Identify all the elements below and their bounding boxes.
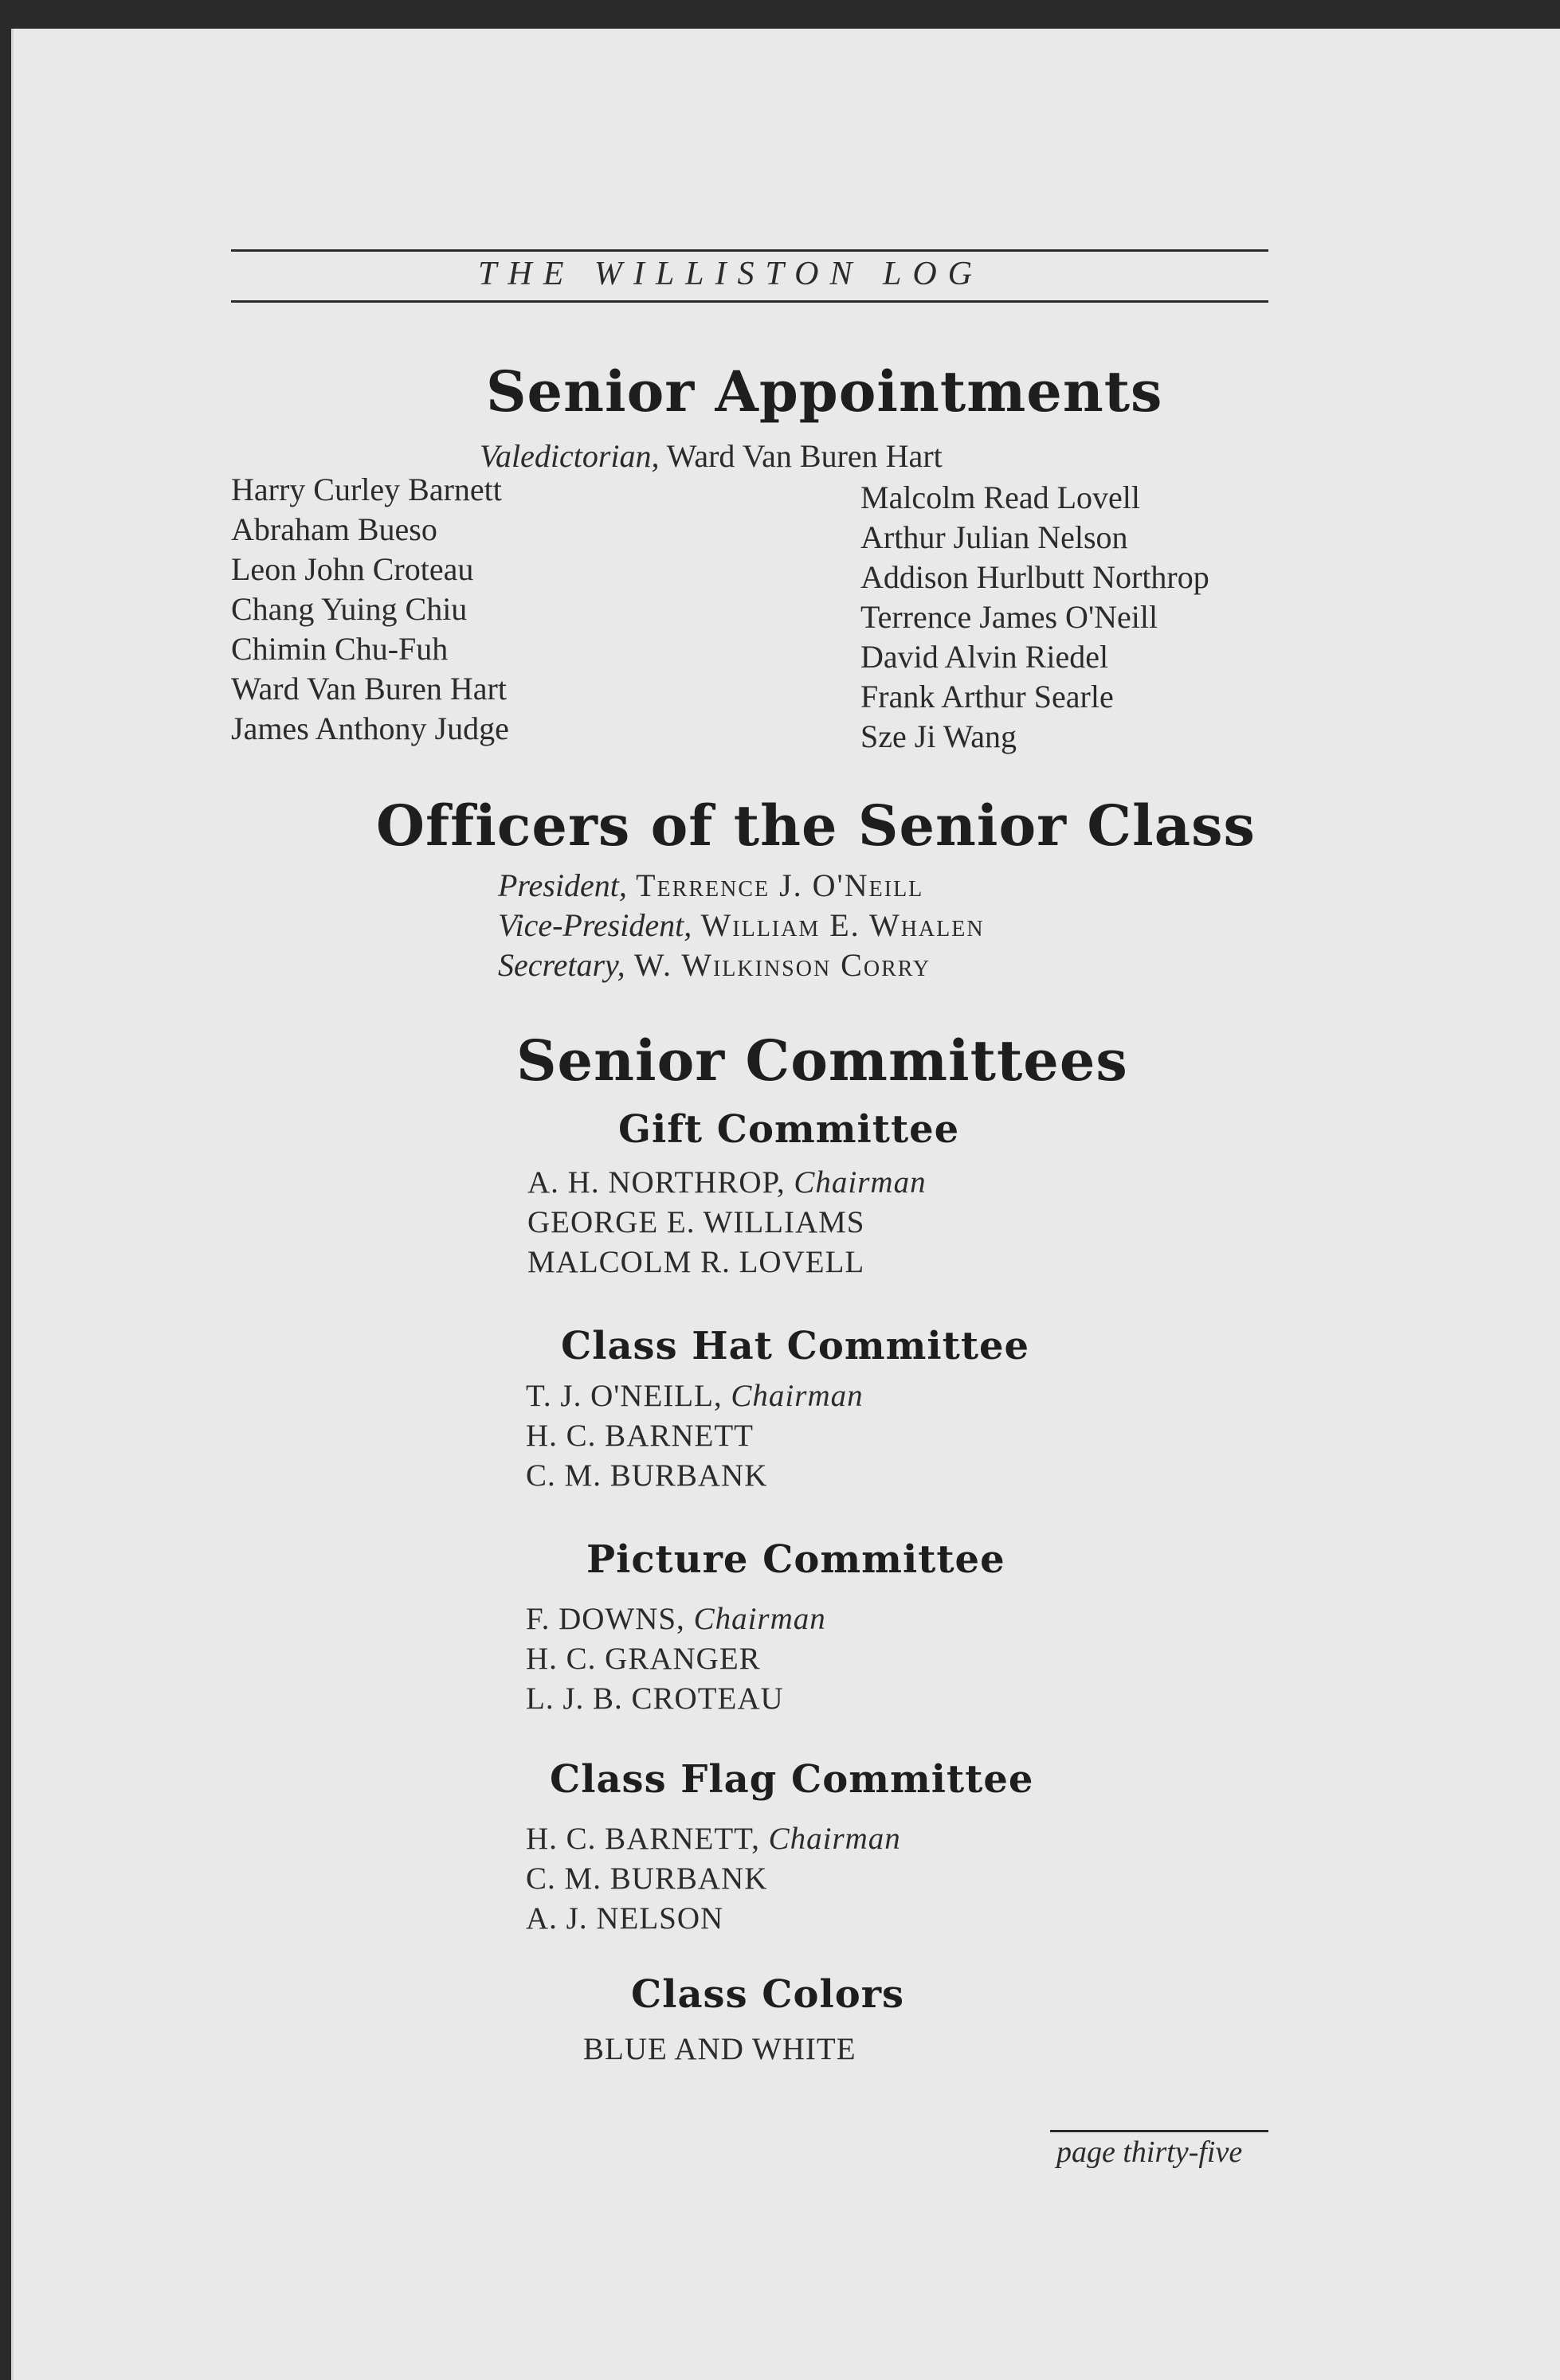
picture-committee-title: Picture Committee	[586, 1537, 1005, 1582]
header-rule-top	[231, 249, 1268, 252]
appointee-name: Ward Van Buren Hart	[231, 671, 507, 707]
appointments-right-column	[860, 478, 1209, 757]
appointee-name: Sze Ji Wang	[860, 718, 1017, 754]
appointee-name: Chimin Chu-Fuh	[231, 631, 449, 667]
committee-member: L. J. B. CROTEAU	[526, 1681, 784, 1716]
committee-member: A. J. NELSON	[526, 1901, 724, 1936]
hat-committee-members	[526, 1376, 864, 1496]
appointee-name: Abraham Bueso	[231, 511, 437, 547]
officer-row	[498, 906, 985, 945]
appointments-left-column	[231, 470, 509, 749]
appointee-name: Frank Arthur Searle	[860, 679, 1114, 714]
senior-appointments-title: Senior Appointments	[486, 358, 1163, 425]
appointee-name: Harry Curley Barnett	[231, 472, 502, 507]
page-number: page thirty-five	[1056, 2135, 1243, 2169]
valedictorian-name: Ward Van Buren Hart	[659, 438, 943, 474]
hat-committee-title: Class Hat Committee	[561, 1324, 1030, 1368]
officer-name: W. Wilkinson Corry	[625, 947, 931, 983]
committee-member: H. C. BARNETT	[526, 1419, 754, 1453]
valedictorian-line	[480, 436, 943, 476]
committee-member: C. M. BURBANK	[526, 1861, 768, 1896]
committee-chair: H. C. BARNETT, Chairman	[526, 1822, 901, 1856]
officer-row	[498, 866, 985, 906]
valedictorian-role: Valedictorian,	[480, 438, 660, 474]
committee-chair: T. J. O'NEILL, Chairman	[526, 1379, 864, 1413]
picture-committee-members	[526, 1599, 826, 1719]
officer-role: Secretary,	[498, 947, 625, 983]
appointee-name: Leon John Croteau	[231, 551, 474, 587]
appointee-name: Terrence James O'Neill	[860, 599, 1158, 635]
appointee-name: Malcolm Read Lovell	[860, 480, 1141, 515]
officer-row	[498, 945, 985, 985]
committee-member: C. M. BURBANK	[526, 1458, 768, 1493]
committee-member: GEORGE E. WILLIAMS	[527, 1205, 865, 1239]
class-colors-title: Class Colors	[631, 1972, 905, 2017]
officer-role: President,	[498, 867, 627, 903]
flag-committee-title: Class Flag Committee	[550, 1757, 1034, 1802]
appointee-name: Addison Hurlbutt Northrop	[860, 559, 1209, 595]
appointee-name: Chang Yuing Chiu	[231, 591, 468, 627]
committee-chair: A. H. NORTHROP, Chairman	[527, 1165, 927, 1200]
committee-member: MALCOLM R. LOVELL	[527, 1245, 865, 1279]
committee-chair: F. DOWNS, Chairman	[526, 1602, 826, 1636]
officers-list	[498, 866, 985, 985]
officers-title: Officers of the Senior Class	[376, 793, 1256, 859]
officer-name: Terrence J. O'Neill	[626, 867, 924, 903]
flag-committee-members	[526, 1819, 901, 1939]
committees-title: Senior Committees	[516, 1028, 1128, 1094]
footer-rule	[1050, 2130, 1268, 2132]
gift-committee-members	[527, 1163, 927, 1282]
header-rule-bottom	[231, 300, 1268, 303]
officer-role: Vice-President,	[498, 907, 692, 943]
committee-member: H. C. GRANGER	[526, 1642, 761, 1676]
class-colors-value: BLUE AND WHITE	[583, 2032, 856, 2066]
appointee-name: David Alvin Riedel	[860, 639, 1109, 675]
running-head: THE WILLISTON LOG	[478, 256, 983, 292]
appointee-name: Arthur Julian Nelson	[860, 519, 1128, 555]
appointee-name: James Anthony Judge	[231, 710, 509, 746]
gift-committee-title: Gift Committee	[618, 1107, 960, 1152]
officer-name: William E. Whalen	[692, 907, 985, 943]
